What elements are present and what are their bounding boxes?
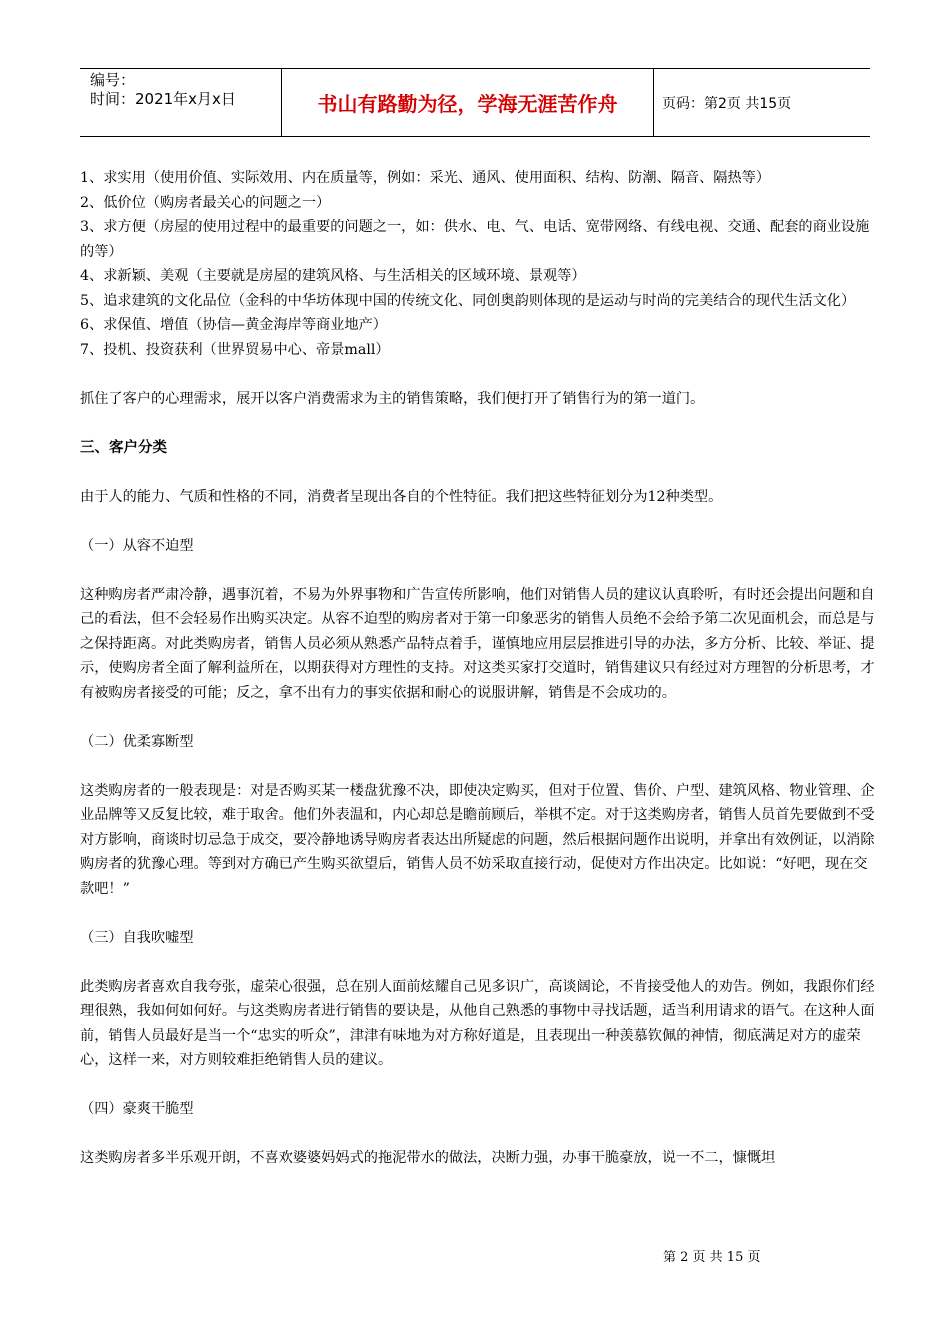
type-heading: （一）从容不迫型 xyxy=(80,537,194,554)
serial-number: 编号： xyxy=(90,71,136,89)
list-item: 1、求实用（使用价值、实际效用、内在质量等，例如：采光、通风、使用面积、结构、防潮、隔音、隔热等） xyxy=(80,170,771,186)
header-page-number: 页码：第2页 共15页 xyxy=(662,95,792,112)
type-heading: （三）自我吹嘘型 xyxy=(80,929,194,946)
type-body: 这类购房者多半乐观开朗，不喜欢婆婆妈妈式的拖泥带水的做法，决断力强，办事干脆豪放，说一不二，慷慨坦 xyxy=(80,1150,776,1166)
list-item: 4、求新颖、美观（主要就是房屋的建筑风格、与生活相关的区域环境、景观等） xyxy=(80,268,586,284)
type-heading: （二）优柔寡断型 xyxy=(80,733,194,750)
header-motto: 书山有路勤为径，学海无涯苦作舟 xyxy=(282,69,654,136)
type-body: 这类购房者的一般表现是：对是否购买某一楼盘犹豫不决，即使决定购买，但对于位置、售价、户型、建筑风格、物业管理、企业品牌等又反复比较，难于取舍。他们外表温和，内心却总是瞻前顾后，举棋不定。对于这类购房者，销售人员首先要做到不受对方影响，商谈时切忌急于成交，要冷静地诱导购房者表达出所疑虑的问题，然后根据问题作出说明，并拿出有效例证，以消除购房者的犹豫心理。等到对方确已产生购买欲望后，销售人员不妨采取直接行动，促使对方作出决定。比如说：“好吧，现在交款吧！” xyxy=(80,782,875,897)
page-footer: 第 2 页 共 15 页 xyxy=(663,1250,761,1265)
list-item: 6、求保值、增值（协信—黄金海岸等商业地产） xyxy=(80,317,387,333)
list-item: 2、低价位（购房者最关心的问题之一） xyxy=(80,194,331,211)
summary-paragraph: 抓住了客户的心理需求，展开以客户消费需求为主的销售策略，我们便打开了销售行为的第一道门。 xyxy=(80,390,705,407)
list-item: 7、投机、投资获利（世界贸易中心、帝景mall） xyxy=(80,341,390,358)
section-heading: 三、客户分类 xyxy=(80,439,167,456)
header-date: 时间：2021年x月x日 xyxy=(90,90,236,108)
document-body xyxy=(80,166,880,1171)
list-item: 3、求方便（房屋的使用过程中的最重要的问题之一，如：供水、电、气、电话、宽带网络、有线电视、交通、配套的商业设施的等） xyxy=(80,219,870,260)
type-body: 此类购房者喜欢自我夸张，虚荣心很强，总在别人面前炫耀自己见多识广，高谈阔论，不肯接受他人的劝告。例如，我跟你们经理很熟，我如何如何好。与这类购房者进行销售的要诀是，从他自己熟悉的事物中寻找话题，适当利用请求的语气。在这种人面前，销售人员最好是当一个“忠实的听众”，津津有味地为对方称好道是，且表现出一种羡慕钦佩的神情，彻底满足对方的虚荣心，这样一来，对方则较难拒绝销售人员的建议。 xyxy=(80,978,875,1068)
header-meta xyxy=(80,69,282,136)
page-header xyxy=(80,68,870,137)
type-heading: （四）豪爽干脆型 xyxy=(80,1101,194,1117)
list-item: 5、追求建筑的文化品位（金科的中华坊体现中国的传统文化、同创奥韵则体现的是运动与时尚的完美结合的现代生活文化） xyxy=(80,292,856,309)
section-intro: 由于人的能力、气质和性格的不同，消费者呈现出各自的个性特征。我们把这些特征划分为12种类型。 xyxy=(80,488,723,505)
type-body: 这种购房者严肃冷静，遇事沉着，不易为外界事物和广告宣传所影响，他们对销售人员的建议认真聆听，有时还会提出问题和自己的看法，但不会轻易作出购买决定。从容不迫型的购房者对于第一印象恶劣的销售人员绝不会给予第二次见面机会，而总是与之保持距离。对此类购房者，销售人员必须从熟悉产品特点着手，谨慎地应用层层推进引导的办法，多方分析、比较、举证、提示，使购房者全面了解利益所在，以期获得对方理性的支持。对这类买家打交道时，销售建议只有经过对方理智的分析思考，才有被购房者接受的可能；反之，拿不出有力的事实依据和耐心的说服讲解，销售是不会成功的。 xyxy=(80,586,875,701)
